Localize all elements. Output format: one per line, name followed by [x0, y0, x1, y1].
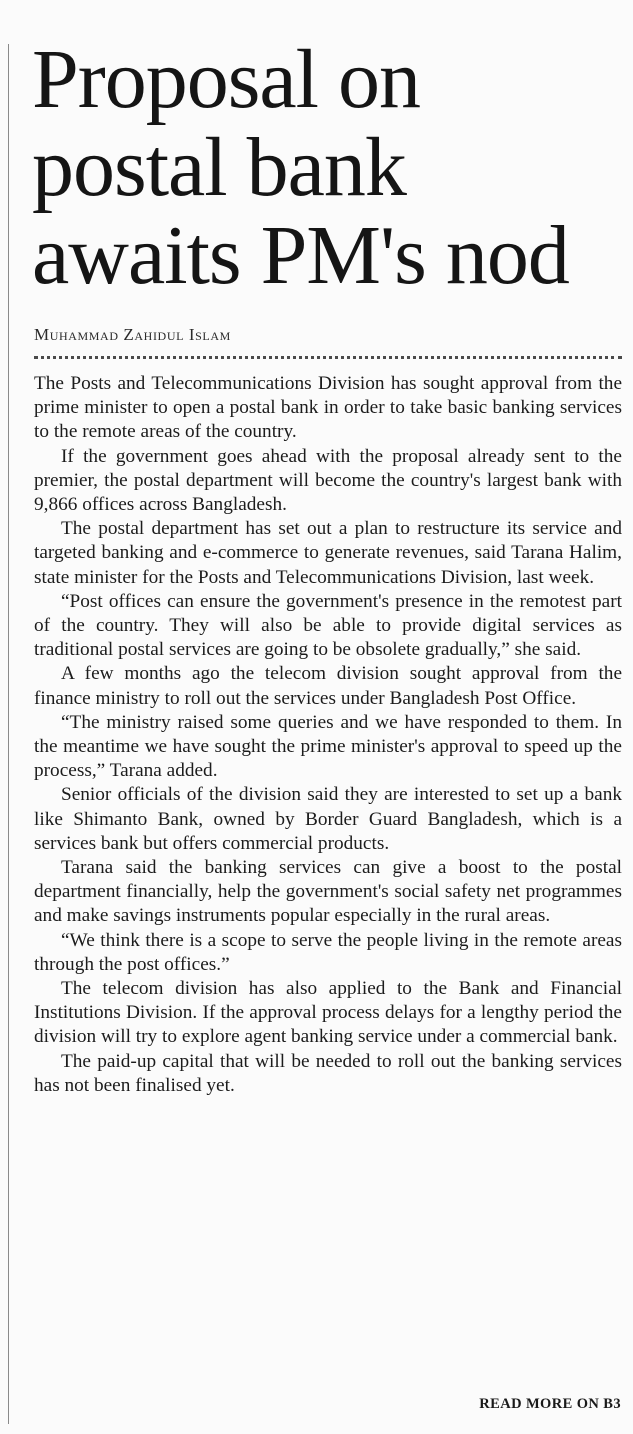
article-body — [34, 372, 622, 1098]
column-rule — [8, 44, 9, 1424]
read-more-link[interactable]: READ MORE ON B3 — [479, 1396, 621, 1412]
paragraph: The Posts and Telecommunications Division has sought approval from the prime minister to open a postal bank in order to take basic banking services to the remote areas of the country. — [34, 373, 622, 443]
dotted-divider — [34, 356, 622, 359]
paragraph: The paid-up capital that will be needed to roll out the banking services has not been finalised yet. — [34, 1050, 622, 1096]
headline-line: Proposal on — [32, 33, 420, 126]
headline-line: awaits PM's nod — [32, 209, 569, 302]
paragraph: The telecom division has also applied to the Bank and Financial Institutions Division. If the approval process delays for a lengthy period the division will try to explore agent banking service under a commercial bank. — [34, 978, 622, 1048]
headline-line: postal bank — [32, 121, 406, 214]
byline: Muhammad Zahidul Islam — [34, 325, 231, 344]
paragraph: Senior officials of the division said they are interested to set up a bank like Shimanto Bank, owned by Border Guard Bangladesh, which is a services bank but offers commercial products. — [34, 784, 622, 854]
paragraph: If the government goes ahead with the proposal already sent to the premier, the postal department will become the country's largest bank with 9,866 offices across Bangladesh. — [34, 445, 622, 516]
paragraph: The postal department has set out a plan to restructure its service and targeted banking and e-commerce to generate revenues, said Tarana Halim, state minister for the Posts and Telecommunications Division, last week. — [34, 518, 622, 588]
paragraph: “Post offices can ensure the government's presence in the remotest part of the country. They will also be able to provide digital services as traditional postal services are going to be obsolete gradually,” she said. — [34, 590, 622, 661]
paragraph: Tarana said the banking services can give a boost to the postal department financially, help the government's social safety net programmes and make savings instruments popular especially in the rural areas. — [34, 857, 622, 927]
headline — [32, 33, 624, 302]
paragraph: “We think there is a scope to serve the people living in the remote areas through the post offices.” — [34, 929, 622, 975]
paragraph: A few months ago the telecom division sought approval from the finance ministry to roll out the services under Bangladesh Post Office. — [34, 663, 622, 709]
paragraph: “The ministry raised some queries and we have responded to them. In the meantime we have sought the prime minister's approval to speed up the process,” Tarana added. — [34, 711, 622, 782]
